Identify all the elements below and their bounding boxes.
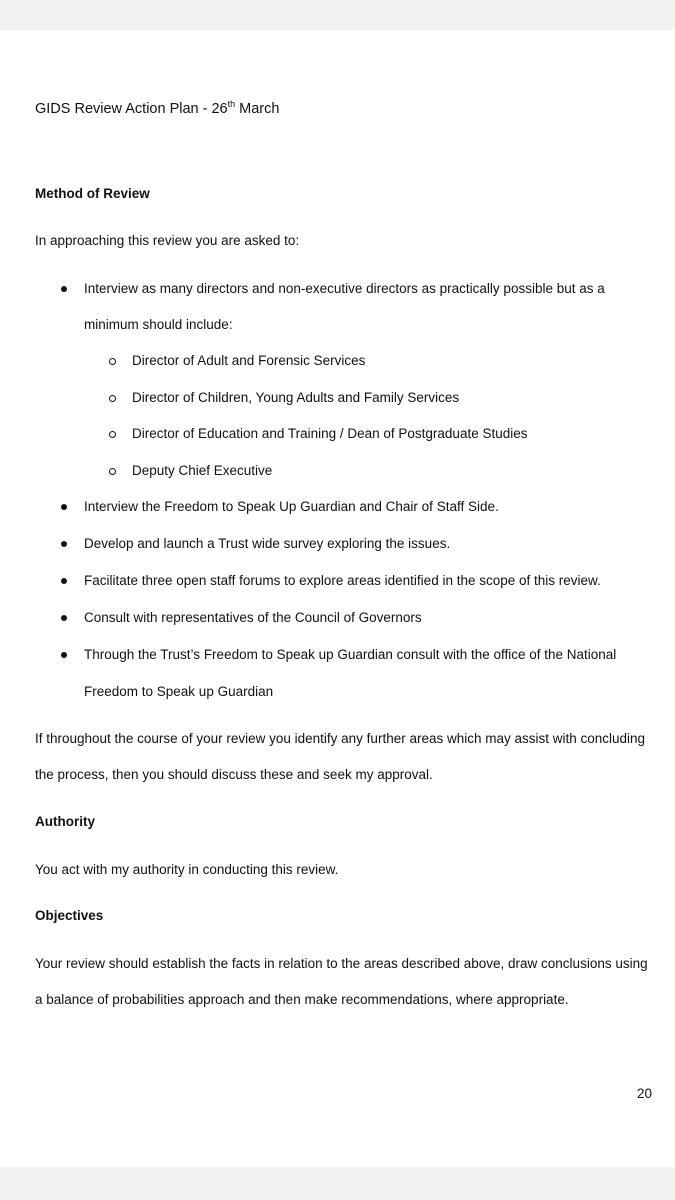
sub-item-1: Director of Adult and Forensic Services xyxy=(132,353,366,368)
sub-bullet-marker xyxy=(109,395,116,402)
objectives-heading: Objectives xyxy=(35,908,104,923)
bullet-6-line-1: Through the Trust’s Freedom to Speak up Guardian consult with the office of the National xyxy=(84,647,617,662)
sub-item-4: Deputy Chief Executive xyxy=(132,463,273,478)
document-page xyxy=(0,30,675,1167)
authority-heading: Authority xyxy=(35,814,95,829)
bullet-3-text: Develop and launch a Trust wide survey exploring the issues. xyxy=(84,536,451,551)
sub-item-3: Director of Education and Training / Dean of Postgraduate Studies xyxy=(132,426,528,441)
bullet-1-line-2: minimum should include: xyxy=(84,317,233,332)
objectives-line-1: Your review should establish the facts in relation to the areas described above, draw conclusions using xyxy=(35,956,648,971)
sub-item-2: Director of Children, Young Adults and Family Services xyxy=(132,390,460,405)
title-superscript: th xyxy=(227,99,236,109)
page-number: 20 xyxy=(637,1086,653,1101)
objectives-line-2: a balance of probabilities approach and then make recommendations, where appropriate. xyxy=(35,992,569,1007)
bullet-6-line-2: Freedom to Speak up Guardian xyxy=(84,684,274,699)
intro-text: In approaching this review you are asked to: xyxy=(35,233,300,248)
bullet-marker xyxy=(61,652,67,658)
sub-bullet-marker xyxy=(109,468,116,475)
sub-bullet-marker xyxy=(109,431,116,438)
method-heading: Method of Review xyxy=(35,186,150,201)
bullet-marker xyxy=(61,615,67,621)
further-paragraph-line-2: the process, then you should discuss these and seek my approval. xyxy=(35,767,433,782)
further-paragraph-line-1: If throughout the course of your review you identify any further areas which may assist with concluding xyxy=(35,731,646,746)
bullet-5-text: Consult with representatives of the Council of Governors xyxy=(84,610,422,625)
document-title xyxy=(35,99,280,117)
bullet-marker xyxy=(61,286,67,292)
bullet-marker xyxy=(61,541,67,547)
bullet-2-text: Interview the Freedom to Speak Up Guardian and Chair of Staff Side. xyxy=(84,499,499,514)
bullet-marker xyxy=(61,504,67,510)
title-suffix: March xyxy=(235,101,280,117)
bullet-marker xyxy=(61,578,67,584)
title-text: GIDS Review Action Plan - 26 xyxy=(35,101,228,117)
bullet-4-text: Facilitate three open staff forums to explore areas identified in the scope of this review. xyxy=(84,573,601,588)
sub-bullet-marker xyxy=(109,358,116,365)
authority-text: You act with my authority in conducting this review. xyxy=(35,862,339,877)
bullet-1-line-1: Interview as many directors and non-executive directors as practically possible but as a xyxy=(84,281,605,296)
